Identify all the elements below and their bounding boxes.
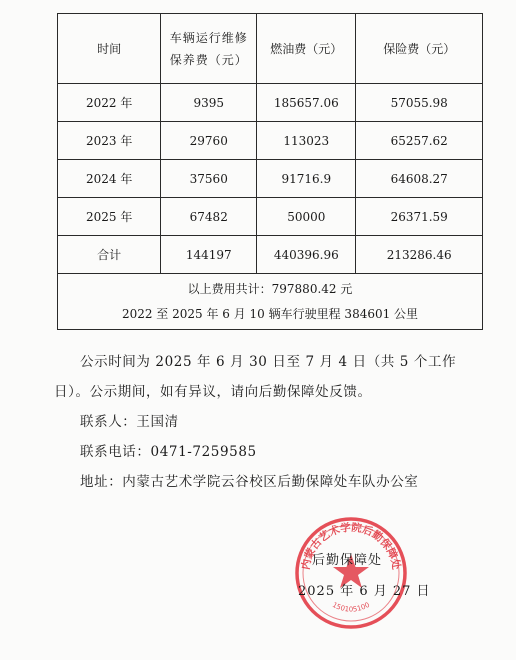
table-row (58, 160, 483, 198)
summary-mileage: 2022 至 2025 年 6 月 10 辆车行驶里程 384601 公里 (121, 306, 419, 321)
notice-body (54, 347, 475, 497)
table-header-row (58, 14, 483, 84)
header-insurance: 保险费（元） (356, 14, 483, 84)
notice-paragraph: 公示时间为 2025 年 6 月 30 日至 7 月 4 日（共 5 个工作日）。公示期间，如有异议，请向后勤保障处反馈。 (54, 354, 457, 400)
cell-insurance: 57055.98 (356, 84, 483, 122)
header-maintenance-line2: 保养费（元） (169, 52, 248, 67)
cell-insurance: 65257.62 (356, 122, 483, 160)
cell-insurance: 64608.27 (356, 160, 483, 198)
signature-date: 2025 年 6 月 27 日 (298, 584, 431, 599)
table-row (58, 122, 483, 160)
cell-total-maintenance: 144197 (161, 236, 257, 274)
cell-total-insurance: 213286.46 (356, 236, 483, 274)
contact-phone: 联系电话：0471-7259585 (80, 444, 257, 460)
cell-period: 2025 年 (58, 198, 161, 236)
cell-period: 2023 年 (58, 122, 161, 160)
cell-total-fuel: 440396.96 (257, 236, 356, 274)
stamp-number: 150105100 (330, 600, 372, 614)
table-row (58, 84, 483, 122)
table-summary-row (58, 274, 483, 330)
cell-maintenance: 37560 (161, 160, 257, 198)
cell-fuel: 185657.06 (257, 84, 356, 122)
summary-cell (58, 274, 483, 330)
cell-fuel: 91716.9 (257, 160, 356, 198)
cell-maintenance: 67482 (161, 198, 257, 236)
header-maintenance (161, 14, 257, 84)
header-fuel: 燃油费（元） (257, 14, 356, 84)
contact-person: 联系人：王国清 (80, 414, 179, 430)
cell-fuel: 50000 (257, 198, 356, 236)
cell-maintenance: 9395 (161, 84, 257, 122)
signature-department: 后勤保障处 (312, 553, 383, 568)
table-total-row (58, 236, 483, 274)
header-maintenance-line1: 车辆运行维修 (169, 30, 248, 45)
address: 地址：内蒙古艺术学院云谷校区后勤保障处车队办公室 (80, 474, 419, 490)
cell-fuel: 113023 (257, 122, 356, 160)
table-row (58, 198, 483, 236)
cell-period: 2024 年 (58, 160, 161, 198)
cell-insurance: 26371.59 (356, 198, 483, 236)
summary-total: 以上费用共计：797880.42 元 (187, 281, 353, 296)
stamp-arc-text: 内蒙古艺术学院后勤保障处 (299, 521, 403, 571)
cell-total-label: 合计 (58, 236, 161, 274)
cell-maintenance: 29760 (161, 122, 257, 160)
cell-period: 2022 年 (58, 84, 161, 122)
header-period: 时间 (58, 14, 161, 84)
cost-table (57, 13, 483, 330)
svg-text:150105100 (331, 601, 371, 614)
official-seal-stamp (292, 514, 410, 632)
